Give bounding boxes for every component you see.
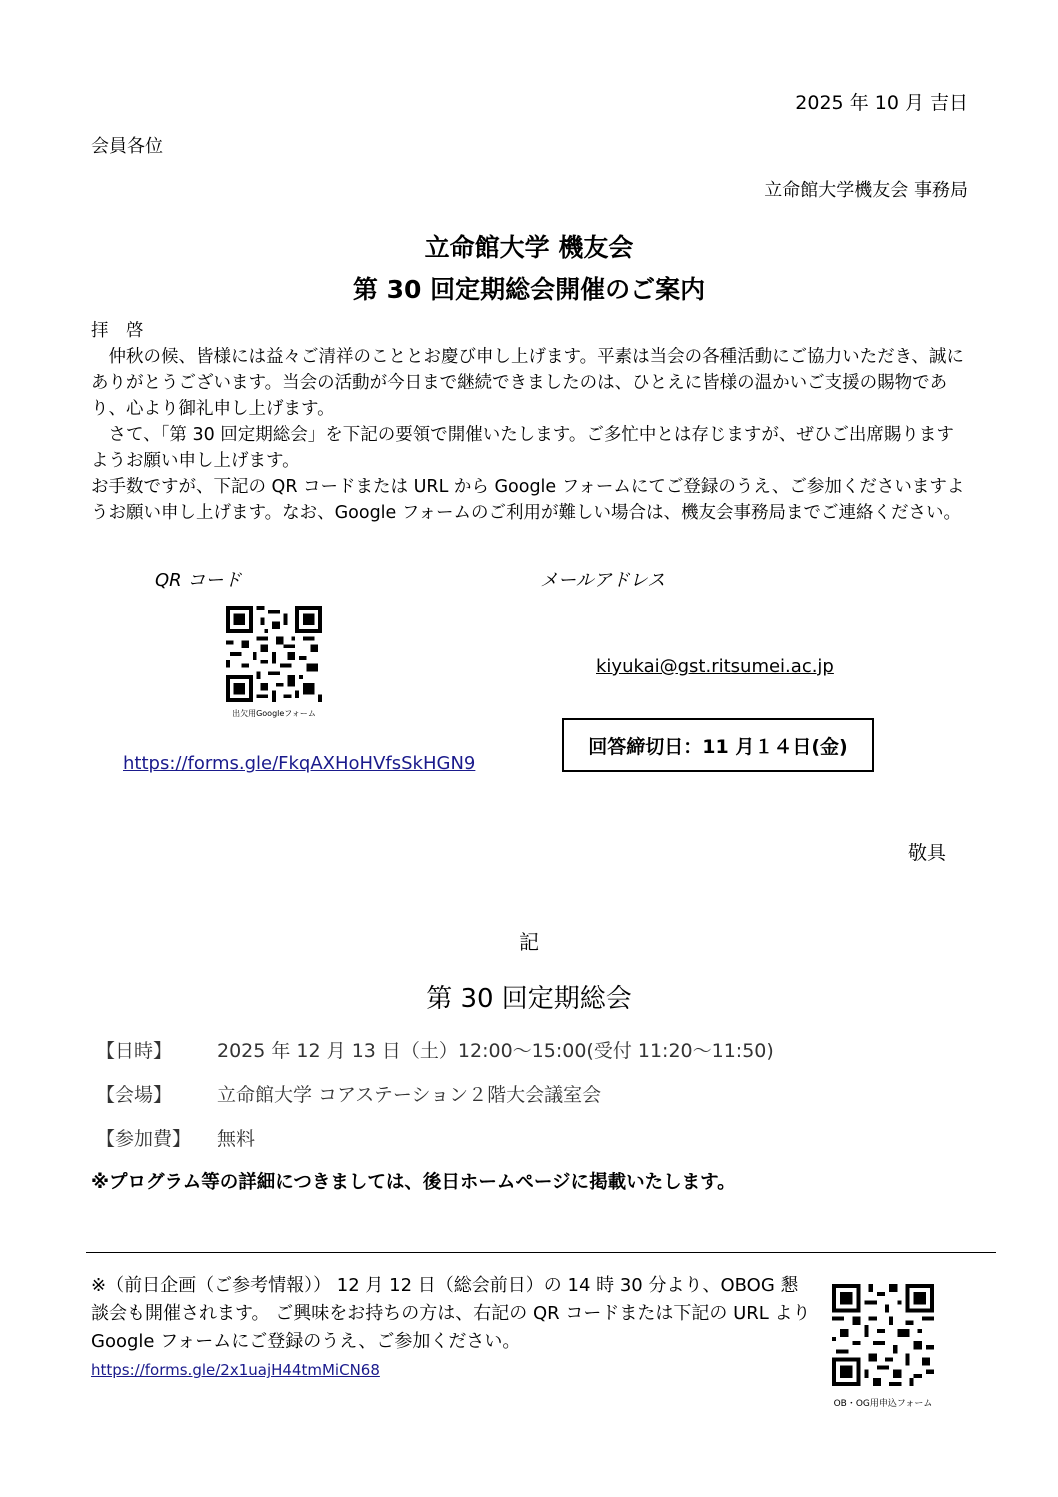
meeting-title: 第 30 回定期総会 [426, 984, 632, 1014]
footer-text: ※（前日企画（ご参考情報）） 12 月 12 日（総会前日）の 14 時 30 分より、OBOG 懇談会も開催されます。 ご興味をお持ちの方は、右記の QR コードまたは下記の URL より Google フォームにご登録のうえ、ご参加ください。 [91, 1275, 811, 1352]
greeting: 拝 啓 [91, 321, 144, 341]
letter-body [91, 318, 971, 526]
deadline-text: 回答締切日：11 月１４日(金) [588, 735, 848, 758]
closing: 敬具 [907, 842, 946, 864]
fee-label: 【参加費】 [96, 1128, 192, 1150]
body-paragraph-2: さて、「第 30 回定期総会」を下記の要領で開催いたします。ご多忙中とは存じますが、ぜひご出席賜りますようお願い申し上げます。 [91, 425, 954, 471]
program-note: ※プログラム等の詳細につきましては、後日ホームページに掲載いたします。 [91, 1172, 736, 1193]
datetime-label: 【日時】 [96, 1040, 173, 1062]
ki-heading: 記 [519, 930, 539, 954]
body-paragraph-1: 仲秋の候、皆様には益々ご清祥のこととお慶び申し上げます。平素は当会の各種活動にご協力いただき、誠にありがとうございます。当会の活動が今日まで継続できましたのは、ひとえに皆様の温かいご支援の賜物であり、心より御礼申し上げます。 [91, 347, 964, 419]
section-divider [86, 1252, 996, 1253]
recipient: 会員各位 [91, 136, 163, 157]
body-paragraph-3: お手数ですが、下記の QR コードまたは URL から Google フォームにてご登録のうえ、ご参加くださいますようお願い申し上げます。なお、Google フォームのご利用が難しい場合は、機友会事務局までご連絡ください。 [91, 477, 965, 523]
qr-label: 出欠用Googleフォーム [232, 709, 316, 718]
footer-notice [91, 1272, 811, 1384]
document-title: 第 30 回定期総会開催のご案内 [352, 275, 706, 304]
deadline-box [562, 718, 874, 772]
footer-qr-label: OB・OG用申込フォーム [833, 1399, 933, 1409]
document-date: 2025 年 10 月 吉日 [795, 92, 968, 114]
venue-label: 【会場】 [96, 1084, 173, 1106]
footer-url-link[interactable]: https://forms.gle/2x1uajH44tmMiCN68 [91, 1361, 380, 1379]
datetime-value: 2025 年 12 月 13 日（土）12:00～15:00(受付 11:20～11:50) [217, 1040, 774, 1062]
qr-code-icon[interactable] [226, 606, 322, 702]
qr-code-icon[interactable] [832, 1284, 934, 1386]
mail-caption: メールアドレス [540, 570, 666, 591]
sender: 立命館大学機友会 事務局 [764, 180, 968, 201]
email-link[interactable]: kiyukai@gst.ritsumei.ac.jp [596, 656, 834, 677]
document-title-org: 立命館大学 機友会 [424, 233, 634, 262]
qr-caption: QR コード [155, 570, 242, 591]
venue-value: 立命館大学 コアステーション２階大会議室会 [217, 1084, 602, 1106]
fee-value: 無料 [217, 1128, 256, 1150]
form-url-link[interactable]: https://forms.gle/FkqAXHoHVfsSkHGN9 [123, 753, 476, 774]
